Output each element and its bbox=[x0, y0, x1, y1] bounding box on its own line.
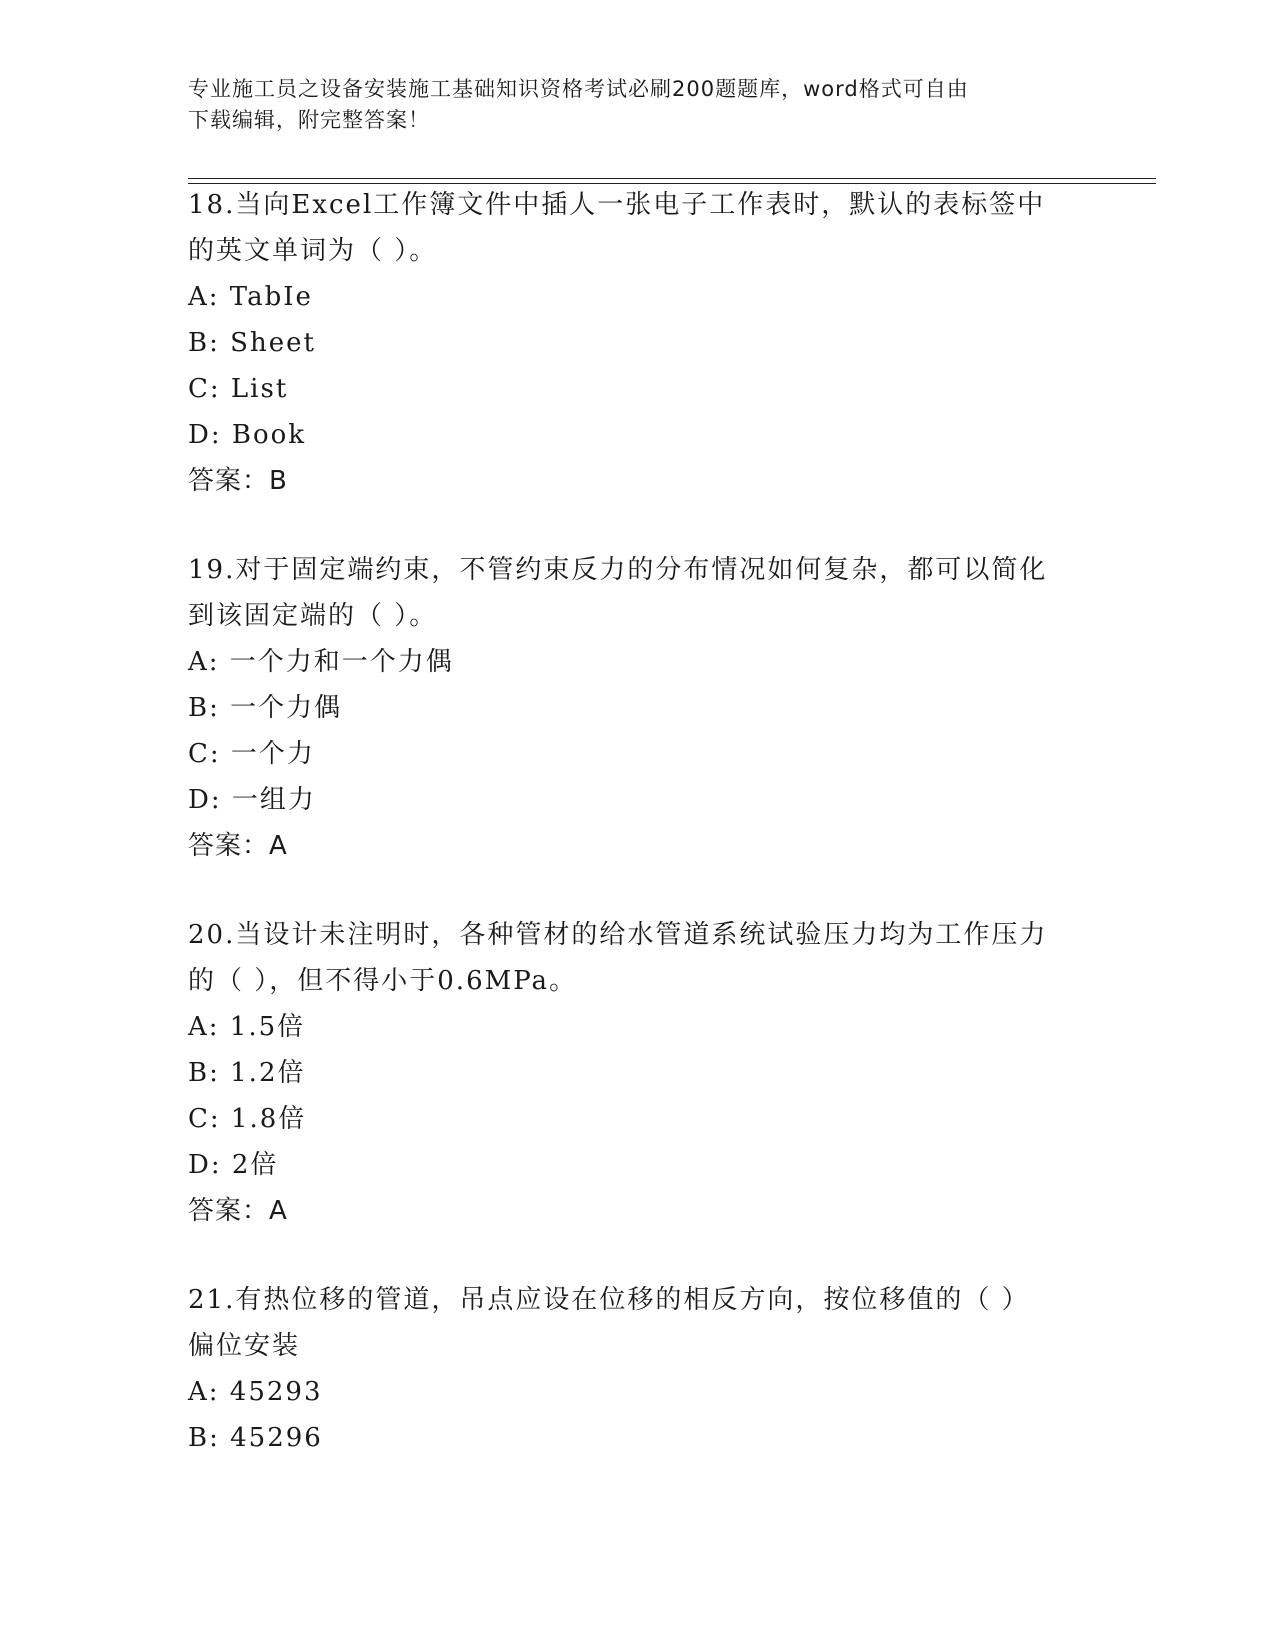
header-line-1: 专业施工员之设备安装施工基础知识资格考试必刷200题题库，word格式可自由 bbox=[188, 77, 969, 101]
option-a: A: 一个力和一个力偶 bbox=[188, 647, 454, 677]
question-20 bbox=[188, 912, 1088, 1234]
answer-line: 答案：A bbox=[188, 1196, 288, 1226]
question-stem-line: 的（ ），但不得小于0.6MPa。 bbox=[188, 966, 578, 996]
option-d: D: 一组力 bbox=[188, 785, 316, 815]
option-a: A: 45293 bbox=[188, 1377, 323, 1407]
question-18 bbox=[188, 182, 1088, 504]
option-c: C: List bbox=[188, 374, 289, 404]
document-header bbox=[188, 74, 1088, 136]
answer-line: 答案：A bbox=[188, 831, 288, 861]
question-stem-line: 19.对于固定端约束，不管约束反力的分布情况如何复杂，都可以简化 bbox=[188, 555, 1048, 585]
question-19 bbox=[188, 547, 1088, 869]
option-b: B: 1.2倍 bbox=[188, 1058, 306, 1088]
option-d: D: 2倍 bbox=[188, 1150, 279, 1180]
question-stem-line: 20.当设计未注明时，各种管材的给水管道系统试验压力均为工作压力 bbox=[188, 920, 1048, 950]
question-stem-line: 偏位安装 bbox=[188, 1331, 301, 1361]
question-stem-line: 的英文单词为（ ）。 bbox=[188, 236, 438, 266]
option-c: C: 一个力 bbox=[188, 739, 315, 769]
option-d: D: Book bbox=[188, 420, 307, 450]
option-c: C: 1.8倍 bbox=[188, 1104, 307, 1134]
option-b: B: 一个力偶 bbox=[188, 693, 343, 723]
question-stem-line: 到该固定端的（ ）。 bbox=[188, 601, 438, 631]
answer-line: 答案：B bbox=[188, 466, 288, 496]
option-b: B: Sheet bbox=[188, 328, 316, 358]
header-line-2: 下载编辑，附完整答案！ bbox=[188, 108, 430, 132]
question-stem-line: 21.有热位移的管道，吊点应设在位移的相反方向，按位移值的（ ） bbox=[188, 1285, 1030, 1315]
option-b: B: 45296 bbox=[188, 1423, 323, 1453]
question-21 bbox=[188, 1277, 1088, 1461]
option-a: A: TabIe bbox=[188, 282, 313, 312]
question-stem-line: 18.当向Excel工作簿文件中插人一张电子工作表时，默认的表标签中 bbox=[188, 190, 1046, 220]
option-a: A: 1.5倍 bbox=[188, 1012, 306, 1042]
header-divider-top bbox=[188, 178, 1156, 179]
